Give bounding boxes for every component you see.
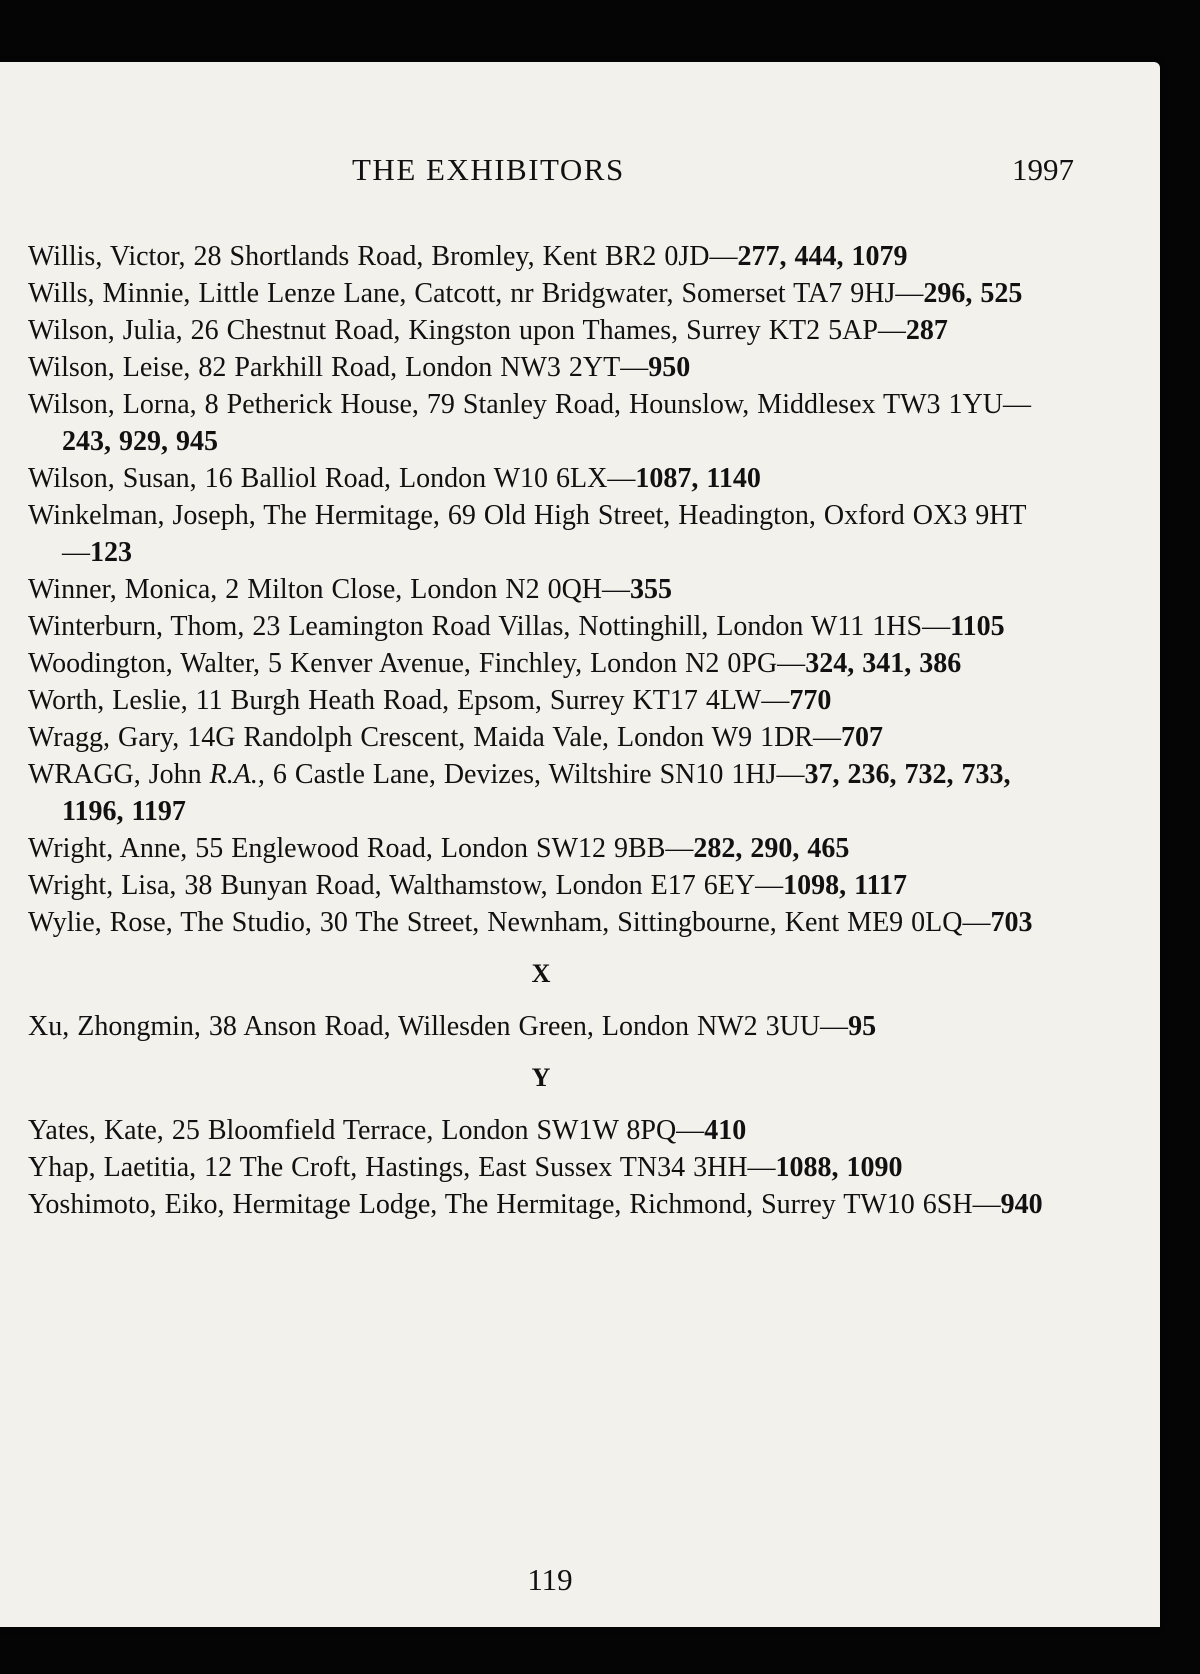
exhibitor-address: 82 Parkhill Road, London NW3 2YT— bbox=[198, 352, 649, 383]
exhibitor-entry bbox=[28, 1186, 1054, 1223]
exhibit-numbers: 243, 929, 945 bbox=[62, 426, 218, 457]
exhibitor-entry bbox=[28, 460, 1054, 497]
exhibitor-entry bbox=[28, 682, 1054, 719]
exhibitor-name: Yoshimoto, Eiko, bbox=[28, 1189, 225, 1220]
exhibit-numbers: 1087, 1140 bbox=[635, 463, 761, 494]
exhibit-numbers: 324, 341, 386 bbox=[805, 648, 962, 679]
exhibitor-name: Woodington, Walter, bbox=[28, 648, 261, 679]
exhibitor-entry bbox=[28, 904, 1054, 941]
exhibit-numbers: 282, 290, 465 bbox=[693, 833, 850, 864]
exhibitor-name: Willis, Victor, bbox=[28, 241, 186, 272]
exhibitor-address: 55 Englewood Road, London SW12 9BB— bbox=[195, 833, 694, 864]
exhibit-numbers: 950 bbox=[648, 352, 691, 383]
exhibitor-name: Wilson, Julia, bbox=[28, 315, 183, 346]
exhibitor-name: Xu, Zhongmin, bbox=[28, 1011, 201, 1042]
page-year: 1997 bbox=[1012, 152, 1074, 187]
exhibitor-address: 16 Balliol Road, London W10 6LX— bbox=[204, 463, 636, 494]
exhibit-numbers: 410 bbox=[704, 1115, 747, 1146]
exhibitor-address: 5 Kenver Avenue, Finchley, London N2 0PG— bbox=[268, 648, 806, 679]
exhibit-numbers: 123 bbox=[90, 537, 132, 568]
exhibitor-name: WRAGG, John bbox=[28, 759, 202, 790]
exhibitor-entry bbox=[28, 238, 1054, 275]
exhibitor-list bbox=[28, 238, 1054, 1223]
exhibitor-entry bbox=[28, 756, 1054, 830]
exhibit-numbers: 296, 525 bbox=[923, 278, 1023, 309]
exhibitor-name: Wilson, Susan, bbox=[28, 463, 197, 494]
exhibitor-entry bbox=[28, 1149, 1054, 1186]
exhibitor-name: Wylie, Rose, bbox=[28, 907, 173, 938]
exhibit-numbers: 277, 444, 1079 bbox=[737, 241, 908, 272]
exhibit-numbers: 770 bbox=[789, 685, 832, 716]
exhibitor-address: Hermitage Lodge, The Hermitage, Richmond, Surrey TW10 6SH— bbox=[232, 1189, 1001, 1220]
exhibitor-entry bbox=[28, 867, 1054, 904]
exhibit-numbers: 1088, 1090 bbox=[775, 1152, 903, 1183]
exhibit-numbers: 940 bbox=[1000, 1189, 1043, 1220]
exhibitor-address: 12 The Croft, Hastings, East Sussex TN34 3HH— bbox=[204, 1152, 776, 1183]
exhibitor-entry bbox=[28, 608, 1054, 645]
exhibitor-name: Wright, Anne, bbox=[28, 833, 188, 864]
exhibitor-address: 23 Leamington Road Villas, Nottinghill, London W11 1HS— bbox=[252, 611, 951, 642]
exhibitor-name: Winner, Monica, bbox=[28, 574, 218, 605]
exhibit-numbers: 703 bbox=[990, 907, 1033, 938]
exhibitor-entry bbox=[28, 386, 1054, 460]
exhibitor-name: Wragg, Gary, bbox=[28, 722, 180, 753]
exhibitor-name: Yhap, Laetitia, bbox=[28, 1152, 197, 1183]
exhibitor-entry bbox=[28, 497, 1054, 571]
exhibit-numbers: 707 bbox=[840, 722, 883, 753]
exhibitor-address: 6 Castle Lane, Devizes, Wiltshire SN10 1HJ— bbox=[272, 759, 805, 790]
exhibitor-entry bbox=[28, 275, 1054, 312]
exhibit-numbers: 1098, 1117 bbox=[783, 870, 908, 901]
exhibitor-address: 11 Burgh Heath Road, Epsom, Surrey KT17 4LW— bbox=[195, 685, 790, 716]
exhibitor-address: 2 Milton Close, London N2 0QH— bbox=[225, 574, 631, 605]
exhibitor-address: The Hermitage, 69 Old High Street, Headington, Oxford OX3 9HT— bbox=[62, 500, 1027, 568]
exhibitor-address: Little Lenze Lane, Catcott, nr Bridgwater, Somerset TA7 9HJ— bbox=[198, 278, 924, 309]
exhibitor-entry bbox=[28, 645, 1054, 682]
exhibitor-entry bbox=[28, 830, 1054, 867]
exhibit-numbers: 355 bbox=[630, 574, 673, 605]
exhibitor-address: 8 Petherick House, 79 Stanley Road, Hounslow, Middlesex TW3 1YU— bbox=[204, 389, 1031, 420]
exhibitor-name: Wright, Lisa, bbox=[28, 870, 177, 901]
exhibitor-name: Worth, Leslie, bbox=[28, 685, 188, 716]
exhibitor-address: 14G Randolph Crescent, Maida Vale, London W9 1DR— bbox=[187, 722, 841, 753]
exhibitor-address: 25 Bloomfield Terrace, London SW1W 8PQ— bbox=[171, 1115, 705, 1146]
section-letter: X bbox=[531, 959, 551, 988]
exhibitor-name: Winterburn, Thom, bbox=[28, 611, 245, 642]
exhibit-numbers: 1105 bbox=[950, 611, 1005, 642]
exhibitor-address: 38 Bunyan Road, Walthamstow, London E17 6EY— bbox=[184, 870, 784, 901]
exhibitor-name: Wilson, Leise, bbox=[28, 352, 191, 383]
exhibit-numbers: 37, 236, 732, 733, 1196, 1197 bbox=[62, 759, 1011, 827]
exhibitor-address: The Studio, 30 The Street, Newnham, Sittingbourne, Kent ME9 0LQ— bbox=[180, 907, 991, 938]
exhibitor-entry bbox=[28, 1112, 1054, 1149]
book-page bbox=[0, 62, 1160, 1627]
page-number: 119 bbox=[527, 1562, 573, 1597]
exhibitor-entry bbox=[28, 349, 1054, 386]
exhibitor-address: 28 Shortlands Road, Bromley, Kent BR2 0JD— bbox=[193, 241, 738, 272]
exhibitor-entry bbox=[28, 719, 1054, 756]
exhibitor-address: 38 Anson Road, Willesden Green, London NW2 3UU— bbox=[208, 1011, 849, 1042]
exhibitor-title: R.A., bbox=[209, 759, 265, 790]
exhibitor-address: 26 Chestnut Road, Kingston upon Thames, Surrey KT2 5AP— bbox=[190, 315, 906, 346]
exhibitor-name: Wills, Minnie, bbox=[28, 278, 191, 309]
exhibitor-entry bbox=[28, 571, 1054, 608]
exhibit-numbers: 287 bbox=[905, 315, 948, 346]
page-title: THE EXHIBITORS bbox=[352, 152, 625, 187]
section-letter: Y bbox=[531, 1063, 551, 1092]
exhibitor-name: Yates, Kate, bbox=[28, 1115, 164, 1146]
exhibitor-entry bbox=[28, 312, 1054, 349]
exhibitor-name: Winkelman, Joseph, bbox=[28, 500, 256, 531]
exhibitor-entry bbox=[28, 1008, 1054, 1045]
exhibit-numbers: 95 bbox=[848, 1011, 877, 1042]
exhibitor-name: Wilson, Lorna, bbox=[28, 389, 197, 420]
